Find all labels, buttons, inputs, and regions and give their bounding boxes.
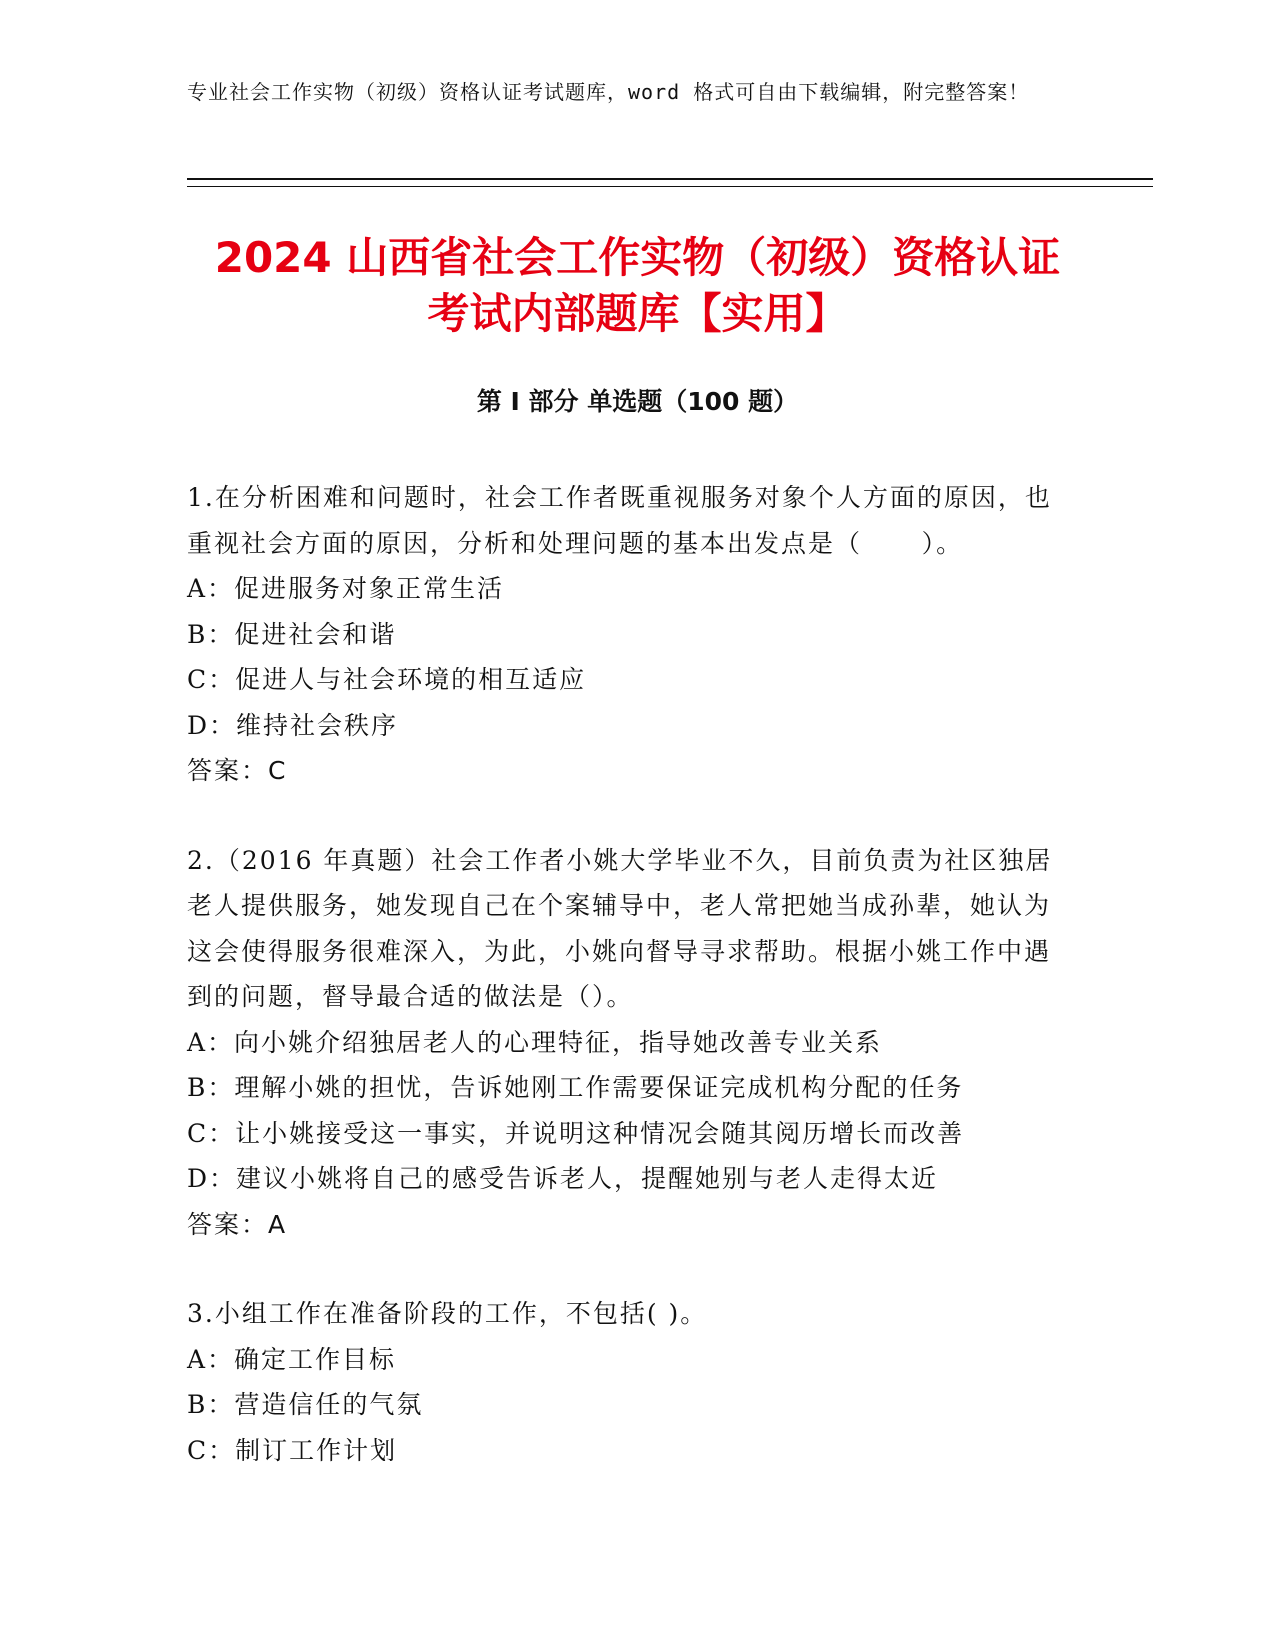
document-title-line-2: 考试内部题库【实用】 bbox=[427, 289, 848, 338]
option-d: D：建议小姚将自己的感受告诉老人，提醒她别与老人走得太近 bbox=[187, 1164, 939, 1193]
question-list bbox=[187, 475, 1067, 1517]
section-title: 第 I 部分 单选题（100 题） bbox=[476, 387, 799, 416]
question-text: 2.（2016 年真题）社会工作者小姚大学毕业不久，目前负责为社区独居老人提供服务，她发现自己在个案辅导中，老人常把她当成孙辈，她认为这会使得服务很难深入，为此，小姚向督导寻求帮助。根据小姚工作中遇到的问题，督导最合适的做法是（）。 bbox=[187, 845, 1053, 1011]
header-divider-thin bbox=[187, 186, 1153, 187]
option-a: A：确定工作目标 bbox=[187, 1344, 397, 1374]
option-b: B：理解小姚的担忧，告诉她刚工作需要保证完成机构分配的任务 bbox=[187, 1073, 964, 1102]
option-c: C：让小姚接受这一事实，并说明这种情况会随其阅历增长而改善 bbox=[187, 1118, 965, 1148]
option-a: A：促进服务对象正常生活 bbox=[187, 574, 505, 603]
option-b: B：营造信任的气氛 bbox=[187, 1390, 424, 1419]
option-a: A：向小姚介绍独居老人的心理特征，指导她改善专业关系 bbox=[187, 1027, 883, 1057]
question-text: 1.在分析困难和问题时，社会工作者既重视服务对象个人方面的原因，也重视社会方面的原因，分析和处理问题的基本出发点是（ ）。 bbox=[187, 483, 1052, 558]
answer: 答案：A bbox=[187, 1209, 288, 1239]
question-2 bbox=[187, 838, 1067, 1248]
document-title bbox=[140, 230, 1135, 342]
question-3 bbox=[187, 1291, 1067, 1473]
header-divider bbox=[187, 178, 1153, 180]
document-title-line-1: 2024 山西省社会工作实物（初级）资格认证 bbox=[214, 233, 1061, 282]
option-b: B：促进社会和谐 bbox=[187, 619, 397, 649]
option-c: C：制订工作计划 bbox=[187, 1435, 398, 1465]
option-d: D：维持社会秩序 bbox=[187, 710, 399, 740]
option-c: C：促进人与社会环境的相互适应 bbox=[187, 665, 587, 694]
question-text: 3.小组工作在准备阶段的工作，不包括( )。 bbox=[187, 1299, 708, 1328]
answer: 答案：C bbox=[187, 756, 288, 785]
header-note: 专业社会工作实物（初级）资格认证考试题库，word 格式可自由下载编辑，附完整答案！ bbox=[187, 80, 1030, 104]
question-1 bbox=[187, 475, 1067, 794]
